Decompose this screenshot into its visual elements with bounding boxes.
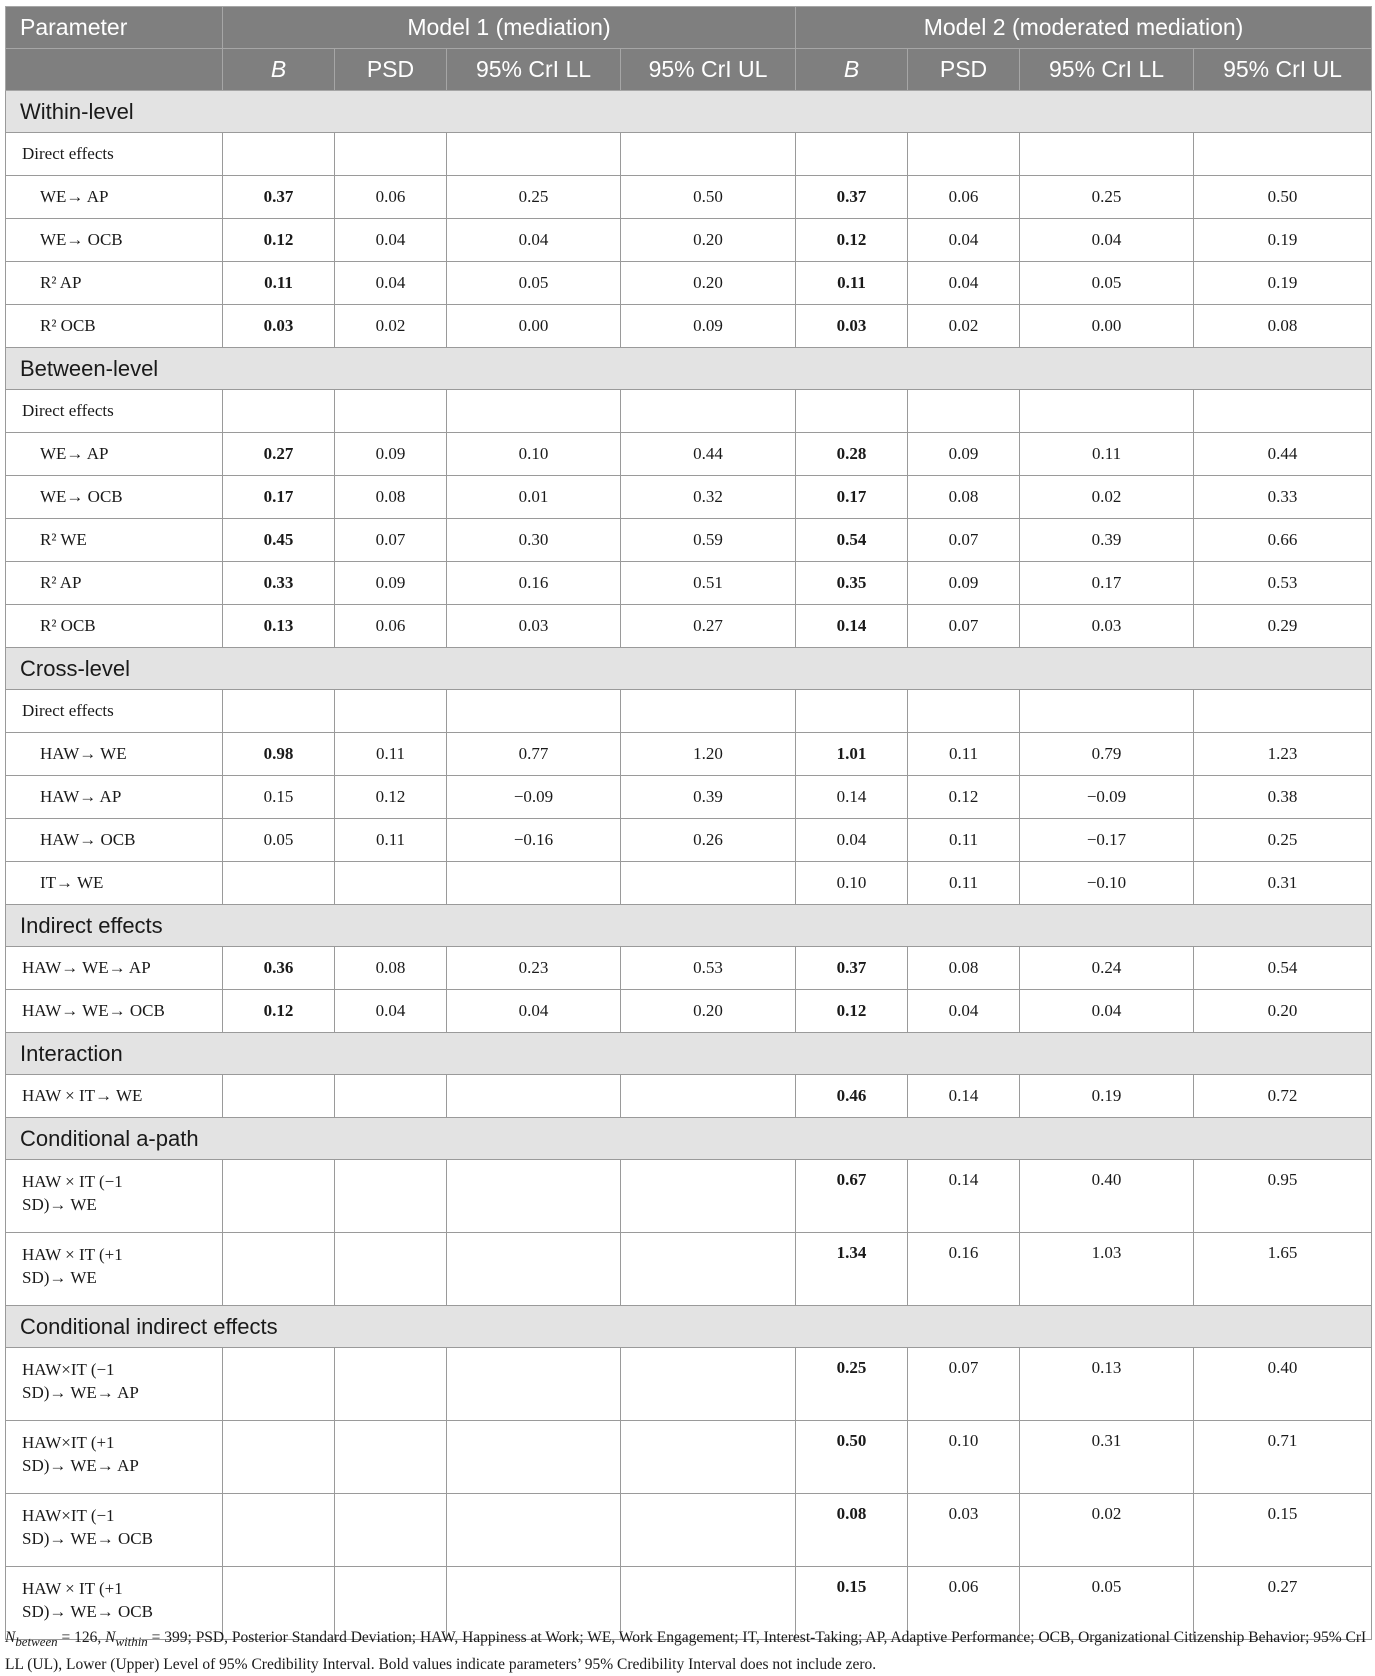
n-between-value: = 126, xyxy=(57,1629,106,1646)
value-cell xyxy=(447,133,621,176)
value-cell: 0.12 xyxy=(223,990,335,1033)
value-cell: 0.03 xyxy=(447,605,621,648)
value-cell xyxy=(621,690,796,733)
value-cell xyxy=(447,1233,621,1306)
value-cell: 0.04 xyxy=(335,990,447,1033)
table-row xyxy=(6,947,1372,990)
value-cell: 0.10 xyxy=(447,433,621,476)
table-row xyxy=(6,990,1372,1033)
value-cell: 0.44 xyxy=(621,433,796,476)
row-label: WE→ AP xyxy=(6,176,223,219)
value-cell: 0.05 xyxy=(223,819,335,862)
value-cell: 0.11 xyxy=(1020,433,1194,476)
value-cell xyxy=(223,1348,335,1421)
row-label: R² OCB xyxy=(6,305,223,348)
column-header: 95% CrI UL xyxy=(621,49,796,91)
value-cell: 0.98 xyxy=(223,733,335,776)
value-cell: 0.12 xyxy=(796,219,908,262)
value-cell: 0.11 xyxy=(908,733,1020,776)
table-row xyxy=(6,133,1372,176)
value-cell: 0.05 xyxy=(1020,1567,1194,1640)
value-cell: 0.37 xyxy=(223,176,335,219)
table-row xyxy=(6,176,1372,219)
value-cell xyxy=(447,1160,621,1233)
model1-header: Model 1 (mediation) xyxy=(223,7,796,49)
row-label: R² WE xyxy=(6,519,223,562)
value-cell xyxy=(1020,690,1194,733)
value-cell: −0.09 xyxy=(1020,776,1194,819)
table-row xyxy=(6,1075,1372,1118)
value-cell xyxy=(1194,390,1372,433)
row-label xyxy=(6,1233,223,1306)
value-cell: 0.10 xyxy=(796,862,908,905)
table-row xyxy=(6,219,1372,262)
value-cell: 0.44 xyxy=(1194,433,1372,476)
value-cell xyxy=(447,1494,621,1567)
value-cell: 0.54 xyxy=(796,519,908,562)
value-cell: 0.09 xyxy=(621,305,796,348)
value-cell: 0.28 xyxy=(796,433,908,476)
value-cell: 0.15 xyxy=(223,776,335,819)
table-row xyxy=(6,605,1372,648)
value-cell xyxy=(335,390,447,433)
table-row xyxy=(6,390,1372,433)
value-cell: 0.79 xyxy=(1020,733,1194,776)
value-cell: 0.30 xyxy=(447,519,621,562)
value-cell: 0.15 xyxy=(1194,1494,1372,1567)
value-cell: −0.09 xyxy=(447,776,621,819)
table-row xyxy=(6,819,1372,862)
row-label: HAW→ WE→ OCB xyxy=(6,990,223,1033)
column-header: 95% CrI LL xyxy=(1020,49,1194,91)
parameter-header: Parameter xyxy=(6,7,223,49)
value-cell: 0.11 xyxy=(796,262,908,305)
table-row xyxy=(6,733,1372,776)
value-cell: 0.26 xyxy=(621,819,796,862)
value-cell: 0.20 xyxy=(621,219,796,262)
value-cell: 0.00 xyxy=(447,305,621,348)
section-title: Conditional indirect effects xyxy=(6,1306,1372,1348)
value-cell xyxy=(908,133,1020,176)
value-cell xyxy=(621,1494,796,1567)
row-label-line: SD)→ WE→ AP xyxy=(22,1456,139,1475)
value-cell xyxy=(796,690,908,733)
value-cell: 0.03 xyxy=(1020,605,1194,648)
section-header-row xyxy=(6,1306,1372,1348)
value-cell: 0.12 xyxy=(908,776,1020,819)
value-cell: 0.02 xyxy=(908,305,1020,348)
row-label-line: SD)→ WE→ AP xyxy=(22,1383,139,1402)
value-cell: 0.07 xyxy=(908,605,1020,648)
value-cell xyxy=(335,1421,447,1494)
model2-header: Model 2 (moderated mediation) xyxy=(796,7,1372,49)
row-label: WE→ OCB xyxy=(6,219,223,262)
value-cell: 0.04 xyxy=(908,262,1020,305)
value-cell: 0.24 xyxy=(1020,947,1194,990)
value-cell: 0.07 xyxy=(335,519,447,562)
n-between-symbol: N xyxy=(5,1629,16,1646)
value-cell: 0.20 xyxy=(621,262,796,305)
value-cell: 0.14 xyxy=(908,1160,1020,1233)
row-label-line: HAW × IT (+1 xyxy=(22,1245,123,1264)
value-cell: 0.37 xyxy=(796,947,908,990)
table-row xyxy=(6,862,1372,905)
value-cell xyxy=(335,1348,447,1421)
value-cell: 0.45 xyxy=(223,519,335,562)
value-cell: 0.07 xyxy=(908,519,1020,562)
value-cell: 0.08 xyxy=(335,947,447,990)
value-cell: 0.03 xyxy=(908,1494,1020,1567)
value-cell: 0.25 xyxy=(796,1348,908,1421)
value-cell xyxy=(335,862,447,905)
section-header-row xyxy=(6,1033,1372,1075)
value-cell xyxy=(223,1160,335,1233)
value-cell: 0.32 xyxy=(621,476,796,519)
value-cell xyxy=(223,390,335,433)
value-cell xyxy=(621,1233,796,1306)
value-cell: 0.40 xyxy=(1194,1348,1372,1421)
value-cell xyxy=(908,690,1020,733)
value-cell xyxy=(223,862,335,905)
value-cell: 0.17 xyxy=(223,476,335,519)
value-cell: 0.11 xyxy=(335,733,447,776)
table-row xyxy=(6,1421,1372,1494)
value-cell: 0.54 xyxy=(1194,947,1372,990)
value-cell xyxy=(1020,390,1194,433)
n-within-subscript: within xyxy=(115,1634,148,1650)
row-label: HAW→ WE xyxy=(6,733,223,776)
table-row xyxy=(6,1233,1372,1306)
value-cell: 0.50 xyxy=(796,1421,908,1494)
row-label-line: HAW × IT (−1 xyxy=(22,1172,123,1191)
value-cell: 0.51 xyxy=(621,562,796,605)
value-cell: 0.03 xyxy=(223,305,335,348)
row-label: WE→ AP xyxy=(6,433,223,476)
value-cell: 0.06 xyxy=(908,176,1020,219)
value-cell: 0.27 xyxy=(1194,1567,1372,1640)
value-cell xyxy=(447,690,621,733)
value-cell xyxy=(335,133,447,176)
value-cell: 0.11 xyxy=(908,862,1020,905)
value-cell: 0.53 xyxy=(1194,562,1372,605)
row-label: Direct effects xyxy=(6,390,223,433)
value-cell: 0.33 xyxy=(1194,476,1372,519)
row-label: R² AP xyxy=(6,562,223,605)
value-cell: 0.29 xyxy=(1194,605,1372,648)
row-label-line: HAW×IT (−1 xyxy=(22,1506,115,1525)
section-title: Within-level xyxy=(6,91,1372,133)
row-label-line: HAW×IT (+1 xyxy=(22,1433,115,1452)
value-cell: 0.33 xyxy=(223,562,335,605)
value-cell: 0.17 xyxy=(796,476,908,519)
value-cell: −0.16 xyxy=(447,819,621,862)
table-row xyxy=(6,1160,1372,1233)
value-cell: 0.66 xyxy=(1194,519,1372,562)
table-row xyxy=(6,690,1372,733)
section-header-row xyxy=(6,648,1372,690)
row-label-line: HAW × IT (+1 xyxy=(22,1579,123,1598)
section-title: Interaction xyxy=(6,1033,1372,1075)
value-cell xyxy=(621,1160,796,1233)
n-within-symbol: N xyxy=(105,1629,116,1646)
value-cell xyxy=(447,1075,621,1118)
row-label: HAW→ WE→ AP xyxy=(6,947,223,990)
value-cell: 1.23 xyxy=(1194,733,1372,776)
value-cell: 0.25 xyxy=(1194,819,1372,862)
value-cell: 0.16 xyxy=(447,562,621,605)
value-cell: 0.17 xyxy=(1020,562,1194,605)
row-label: R² OCB xyxy=(6,605,223,648)
value-cell xyxy=(223,1421,335,1494)
value-cell xyxy=(796,133,908,176)
section-title: Conditional a-path xyxy=(6,1118,1372,1160)
table-body xyxy=(6,91,1372,1640)
value-cell: 0.01 xyxy=(447,476,621,519)
value-cell xyxy=(796,390,908,433)
column-header: PSD xyxy=(335,49,447,91)
table-row xyxy=(6,262,1372,305)
value-cell: 1.65 xyxy=(1194,1233,1372,1306)
value-cell: 0.09 xyxy=(908,433,1020,476)
value-cell: 0.40 xyxy=(1020,1160,1194,1233)
value-cell: 0.02 xyxy=(1020,1494,1194,1567)
row-label-line: SD)→ WE→ OCB xyxy=(22,1529,153,1548)
row-label: Direct effects xyxy=(6,690,223,733)
value-cell xyxy=(223,1075,335,1118)
value-cell xyxy=(908,390,1020,433)
table-row xyxy=(6,562,1372,605)
value-cell: 0.04 xyxy=(1020,219,1194,262)
value-cell: 0.15 xyxy=(796,1567,908,1640)
value-cell: 0.14 xyxy=(908,1075,1020,1118)
value-cell xyxy=(335,1160,447,1233)
table-row xyxy=(6,433,1372,476)
value-cell xyxy=(223,133,335,176)
value-cell: 0.27 xyxy=(621,605,796,648)
value-cell: 0.37 xyxy=(796,176,908,219)
section-header-row xyxy=(6,905,1372,947)
value-cell xyxy=(447,1348,621,1421)
value-cell: 0.19 xyxy=(1020,1075,1194,1118)
value-cell xyxy=(1020,133,1194,176)
value-cell: 0.25 xyxy=(1020,176,1194,219)
value-cell: 1.34 xyxy=(796,1233,908,1306)
value-cell: 0.08 xyxy=(1194,305,1372,348)
row-label xyxy=(6,1160,223,1233)
value-cell: 0.50 xyxy=(1194,176,1372,219)
value-cell: 0.06 xyxy=(908,1567,1020,1640)
value-cell: 0.11 xyxy=(223,262,335,305)
value-cell xyxy=(335,1233,447,1306)
results-table-container xyxy=(5,6,1371,1640)
value-cell xyxy=(335,1075,447,1118)
section-title: Cross-level xyxy=(6,648,1372,690)
value-cell xyxy=(223,1233,335,1306)
value-cell: 0.95 xyxy=(1194,1160,1372,1233)
value-cell: 0.12 xyxy=(223,219,335,262)
row-label xyxy=(6,1421,223,1494)
section-title: Between-level xyxy=(6,348,1372,390)
value-cell: 0.46 xyxy=(796,1075,908,1118)
value-cell: 0.05 xyxy=(1020,262,1194,305)
value-cell: 0.77 xyxy=(447,733,621,776)
value-cell: 0.39 xyxy=(621,776,796,819)
table-footnote xyxy=(5,1626,1371,1676)
value-cell: 0.10 xyxy=(908,1421,1020,1494)
value-cell: 0.11 xyxy=(908,819,1020,862)
value-cell: 0.08 xyxy=(796,1494,908,1567)
value-cell: 0.07 xyxy=(908,1348,1020,1421)
column-header: PSD xyxy=(908,49,1020,91)
value-cell xyxy=(621,133,796,176)
parameter-subheader-empty xyxy=(6,49,223,91)
value-cell: 0.36 xyxy=(223,947,335,990)
row-label-line: SD)→ WE xyxy=(22,1268,97,1287)
value-cell xyxy=(621,1348,796,1421)
value-cell: 0.00 xyxy=(1020,305,1194,348)
value-cell: 0.04 xyxy=(335,219,447,262)
table-row xyxy=(6,305,1372,348)
table-row xyxy=(6,1348,1372,1421)
value-cell: 0.27 xyxy=(223,433,335,476)
value-cell: 0.71 xyxy=(1194,1421,1372,1494)
row-label-line: SD)→ WE xyxy=(22,1195,97,1214)
value-cell: 0.23 xyxy=(447,947,621,990)
row-label xyxy=(6,1348,223,1421)
value-cell xyxy=(1194,133,1372,176)
value-cell xyxy=(621,1075,796,1118)
value-cell: 0.04 xyxy=(1020,990,1194,1033)
value-cell: 0.09 xyxy=(335,433,447,476)
row-label-line: SD)→ WE→ OCB xyxy=(22,1602,153,1621)
value-cell: 0.09 xyxy=(908,562,1020,605)
column-header: 95% CrI LL xyxy=(447,49,621,91)
value-cell: 0.20 xyxy=(1194,990,1372,1033)
value-cell: 0.05 xyxy=(447,262,621,305)
value-cell xyxy=(335,690,447,733)
value-cell: 1.20 xyxy=(621,733,796,776)
value-cell: 0.25 xyxy=(447,176,621,219)
value-cell: 0.59 xyxy=(621,519,796,562)
table-row xyxy=(6,476,1372,519)
value-cell xyxy=(447,1421,621,1494)
column-header: B xyxy=(796,49,908,91)
value-cell: 1.01 xyxy=(796,733,908,776)
value-cell: −0.10 xyxy=(1020,862,1194,905)
table-header xyxy=(6,7,1372,91)
value-cell xyxy=(335,1494,447,1567)
value-cell: 0.35 xyxy=(796,562,908,605)
row-label: IT→ WE xyxy=(6,862,223,905)
table-row xyxy=(6,776,1372,819)
row-label: HAW × IT→ WE xyxy=(6,1075,223,1118)
value-cell: 0.13 xyxy=(1020,1348,1194,1421)
value-cell: 0.02 xyxy=(1020,476,1194,519)
value-cell xyxy=(447,862,621,905)
value-cell: 0.08 xyxy=(908,476,1020,519)
n-between-subscript: between xyxy=(15,1634,58,1650)
row-label: HAW→ OCB xyxy=(6,819,223,862)
value-cell xyxy=(447,390,621,433)
value-cell: 0.06 xyxy=(335,605,447,648)
value-cell: 0.02 xyxy=(335,305,447,348)
value-cell xyxy=(1194,690,1372,733)
value-cell xyxy=(223,1494,335,1567)
value-cell: 0.12 xyxy=(796,990,908,1033)
section-header-row xyxy=(6,348,1372,390)
value-cell: 0.14 xyxy=(796,605,908,648)
section-title: Indirect effects xyxy=(6,905,1372,947)
value-cell: 0.04 xyxy=(447,219,621,262)
value-cell: 0.04 xyxy=(796,819,908,862)
value-cell: 0.11 xyxy=(335,819,447,862)
value-cell: 0.04 xyxy=(447,990,621,1033)
value-cell: 0.39 xyxy=(1020,519,1194,562)
results-table xyxy=(5,6,1372,1640)
value-cell: 0.19 xyxy=(1194,262,1372,305)
value-cell xyxy=(621,862,796,905)
value-cell: 0.16 xyxy=(908,1233,1020,1306)
value-cell: 0.53 xyxy=(621,947,796,990)
row-label: Direct effects xyxy=(6,133,223,176)
value-cell xyxy=(223,690,335,733)
value-cell: −0.17 xyxy=(1020,819,1194,862)
column-header: B xyxy=(223,49,335,91)
value-cell: 0.04 xyxy=(335,262,447,305)
footnote-text: = 399; PSD, Posterior Standard Deviation; HAW, Happiness at Work; WE, Work Engagement; IT, Interest-Taking; AP, Adaptive Performance; OCB, Organizational Citizenship Behavior; 95% CrI LL (UL), Lower (Upper) Level of 95% Credibility Interval. Bold values indicate parameters’ 95% Credibility Interval does not include zero. xyxy=(5,1629,1367,1674)
row-label-line: HAW×IT (−1 xyxy=(22,1360,115,1379)
value-cell: 0.14 xyxy=(796,776,908,819)
value-cell: 0.50 xyxy=(621,176,796,219)
value-cell xyxy=(621,1421,796,1494)
value-cell: 0.08 xyxy=(335,476,447,519)
row-label: WE→ OCB xyxy=(6,476,223,519)
value-cell: 0.03 xyxy=(796,305,908,348)
value-cell: 0.31 xyxy=(1020,1421,1194,1494)
value-cell: 0.20 xyxy=(621,990,796,1033)
value-cell: 0.12 xyxy=(335,776,447,819)
section-header-row xyxy=(6,91,1372,133)
section-header-row xyxy=(6,1118,1372,1160)
value-cell xyxy=(621,390,796,433)
column-header: 95% CrI UL xyxy=(1194,49,1372,91)
table-row xyxy=(6,519,1372,562)
row-label: R² AP xyxy=(6,262,223,305)
value-cell: 0.19 xyxy=(1194,219,1372,262)
value-cell: 0.13 xyxy=(223,605,335,648)
table-row xyxy=(6,1494,1372,1567)
row-label: HAW→ AP xyxy=(6,776,223,819)
value-cell: 1.03 xyxy=(1020,1233,1194,1306)
value-cell: 0.04 xyxy=(908,990,1020,1033)
value-cell: 0.31 xyxy=(1194,862,1372,905)
value-cell: 0.72 xyxy=(1194,1075,1372,1118)
value-cell: 0.08 xyxy=(908,947,1020,990)
value-cell: 0.67 xyxy=(796,1160,908,1233)
value-cell: 0.06 xyxy=(335,176,447,219)
row-label xyxy=(6,1494,223,1567)
value-cell: 0.04 xyxy=(908,219,1020,262)
value-cell: 0.38 xyxy=(1194,776,1372,819)
value-cell: 0.09 xyxy=(335,562,447,605)
